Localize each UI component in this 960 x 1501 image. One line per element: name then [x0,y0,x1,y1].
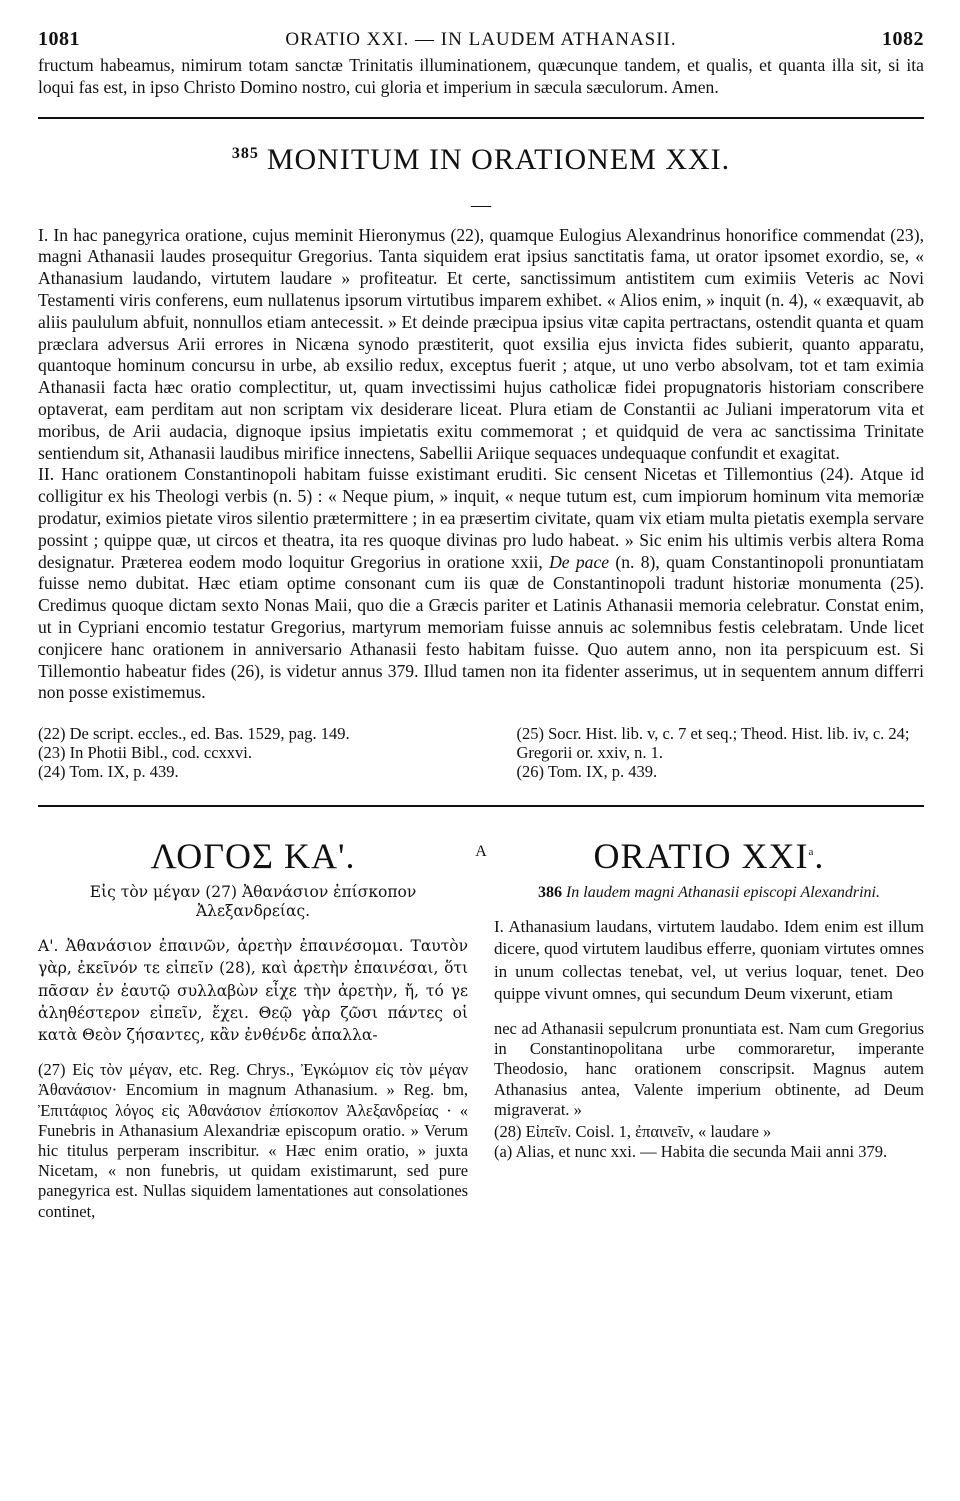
latin-title-sup: a [808,846,815,859]
section-divider [38,117,924,119]
greek-subtitle: Εἰς τὸν μέγαν (27) Ἀθανάσιον ἐπίσκοπον Ἀλεξανδρείας. [89,883,417,921]
footnotes-right [516,724,924,781]
footnote-25: (25) Socr. Hist. lib. v, c. 7 et seq.; Theod. Hist. lib. iv, c. 24; Gregorii or. xxiv, n. 1. [516,724,910,763]
running-title: ORATIO XXI. — IN LAUDEM ATHANASII. [285,29,677,50]
footnote-28: (28) Εἰπεῖν. Coisl. 1, ἐπαινεῖν, « laudare » [493,1121,772,1141]
latin-column-note: nec ad Athanasii sepulcrum pronuntiata est. Nam cum Gregorius in Constantinopolitana urbe commoraretur, imperante Theodosio, hanc orationem conscripsit. Magnus autem Athanasius antea, Valente imperium obtinente, ad Deum migraverat. » [493,1018,925,1119]
latin-title-end: . [814,836,825,877]
footnotes-top [38,724,924,781]
intro-text: fructum habeamus, nimirum totam sanctæ Trinitatis illuminationem, quæcunque tandem, et qualis, et quanta illa sit, si ita loqui fas est, in ipso Christo Domino nostro, cui gloria et imperium in sæcula sæculorum. Amen. [38,55,924,97]
monitum-heading [38,143,924,177]
column-number: 385 [231,144,259,162]
parallel-columns [38,823,924,1222]
section-divider-2 [38,805,924,807]
left-page-number: 1081 [38,28,80,50]
footnotes-left [38,724,446,781]
latin-subtitle-text: In laudem magni Athanasii episcopi Alexandrini. [565,884,880,902]
latin-column-number: 386 [537,884,562,902]
page [38,28,924,1222]
footnote-a: (a) Alias, et nunc xxi. — Habita die secunda Maii anni 379. [493,1142,888,1162]
latin-column [494,823,924,1222]
greek-title: ΛΟΓΟΣ ΚΑ'. [150,836,356,877]
right-page-number: 1082 [882,28,924,50]
monitum-paragraph-2 [38,464,924,704]
monitum-paragraph-2-part-a: II. Hanc orationem Constantinopoli habitam fuisse existimant eruditi. Sic censent Nicetas et Tillemontius (24). Atque id colligitur ex his Theologi verbis (n. 5) : « Neque pium, » inquit, « neque tutum est, cum impiorum hominum vita memoriæ prodatur, eximios pietate viros silentio prætermittere ; in ea præsertim civitate, quam vix etiam multa pietatis exempla servare possint ; quippe quæ, ut circos et theatra, ita res quoque divinas pro ludo habeat. » Sic enim his ultimis verbis altera Roma designatur. Præterea eodem modo loquitur Gregorius in oratione xxii, [38,464,924,572]
running-header [38,28,924,51]
monitum-title: MONITUM IN ORATIONEM XXI. [266,142,731,176]
footnote-24: (24) Tom. IX, p. 439. [38,762,179,782]
footnote-22: (22) De script. eccles., ed. Bas. 1529, pag. 149. [38,724,350,744]
greek-column-note: (27) Εἰς τὸν μέγαν, etc. Reg. Chrys., Ἐγκώμιον εἰς τὸν μέγαν Ἀθανάσιον· Encomium in magnum Athanasium. » Reg. bm, Ἐπιτάφιος λόγος εἰς Ἀθανάσιον ἐπίσκοπον Ἀλεξανδρείας · « Funebris in Athanasium Alexandriæ episcopum oratio. » Verum hic titulus perperam inscribitur. « Hæc enim oratio, » juxta Nicetam, « non funebris, ut quidam existimarunt, sed pure panegyrica est. Nullas siquidem lamentationes aut consolationes continet, [38,1060,469,1221]
latin-text: I. Athanasium laudans, virtutem laudabo. Idem enim est illum dicere, quod virtutem laudibus efferre, quoniam virtutes omnes in unum collectas tenebat, vel, ut verius loquar, tenet. Deo quippe vivunt omnes, qui secundum Deum vixerunt, etiam [493,917,925,1003]
latin-title [494,835,924,877]
de-pace-title: De pace [549,551,610,572]
latin-title-text: ORATIO XXI [593,836,809,877]
heading-dash: — [471,193,491,216]
greek-text: Α'. Ἀθανάσιον ἐπαινῶν, ἀρετὴν ἐπαινέσομαι. Ταυτὸν γὰρ, ἐκεῖνόν τε εἰπεῖν (28), καὶ ἀρετὴν ἐπαινέσαι, ὅτι πᾶσαν ἐν ἑαυτῷ συλλαβὼν εἶχε τὴν ἀρετὴν, ἤ, τό γε ἀληθέστερον εἰπεῖν, ἔχει. Θεῷ γὰρ ζῶσι πάντες οἱ κατὰ Θεὸν ζήσαντες, κἂν ἐνθένδε ἀπαλλα- [38,937,469,1044]
latin-subtitle [494,883,924,902]
footnote-23: (23) In Photii Bibl., cod. ccxxvi. [38,743,253,763]
column-marker: A [475,843,487,861]
monitum-paragraph-1: I. In hac panegyrica oratione, cujus meminit Hieronymus (22), quamque Eulogius Alexandrinus honorifice commendat (23), magni Athanasii laudes prosequitur Gregorius. Tanta siquidem erat ipsius sanctitatis fama, ut orator ipsomet exordio, se, « Athanasium laudando, virtutem laudare » profiteatur. Et certe, sanctissimum antistitem cum eximiis Veteris ac Novi Testamenti viris conferens, eum nullatenus ipsorum virtutibus imparem exhibet. « Alios enim, » inquit (n. 4), « exæquavit, ab aliis paululum abfuit, nonnullos etiam antecessit. » Et deinde præcipua ipsius vitæ capita pertractans, ostendit quanta et quam præclara adversus Arii errores in Nicæna synodo præstiterit, quot exsilia ejus invicta fides subierit, quanto apparatu, quantoque hominum concursu in urbe, ab exsilio redux, exceptus fuerit ; atque, ut uno verbo absolvam, tot et tam eximia Athanasii facta hæc oratio complectitur, ut, quam invectissimi hujus catholicæ fidei propugnatoris historiam conscribere optaverat, eam perditam aut non scriptam vix desiderare liceat. Plura etiam de Constantii ac Juliani imperatorum vita et moribus, de Arii audacia, dignoque ipsius impietatis exitu commemorat ; et quidquid de vera ac sanctissima Trinitate sentiendum sit, Athanasii laudibus mirifice innectens, Sabellii Ariique sequaces undequaque confundit et exagitat. [38,224,924,463]
monitum-paragraph-2-part-b: (n. 8), quam Constantinopoli pronuntiatam fuisse nemo dubitat. Hæc etiam optime consonant cum iis quæ de Constantinopoli tradunt historiæ monumenta (25). Credimus quoque dictam sexto Nonas Maii, quo die a Græcis pariter et Latinis Athanasii memoria celebratur. Constat enim, ut in Cypriani encomio testatur Gregorius, martyrum memoriam fuisse annuis ac solemnibus festis celebratam. Unde licet conjicere hanc orationem in anniversario Athanasii festo habitam fuisse. Quo autem anno, non ita perspicuum est. Si Tillemontio habeatur fides (26), is videtur annus 379. Illud tamen non ita fidenter asserimus, ut in sequentem annum differri non posse existimemus. [38,551,924,703]
footnote-26: (26) Tom. IX, p. 439. [516,762,658,782]
greek-column [38,823,468,1222]
